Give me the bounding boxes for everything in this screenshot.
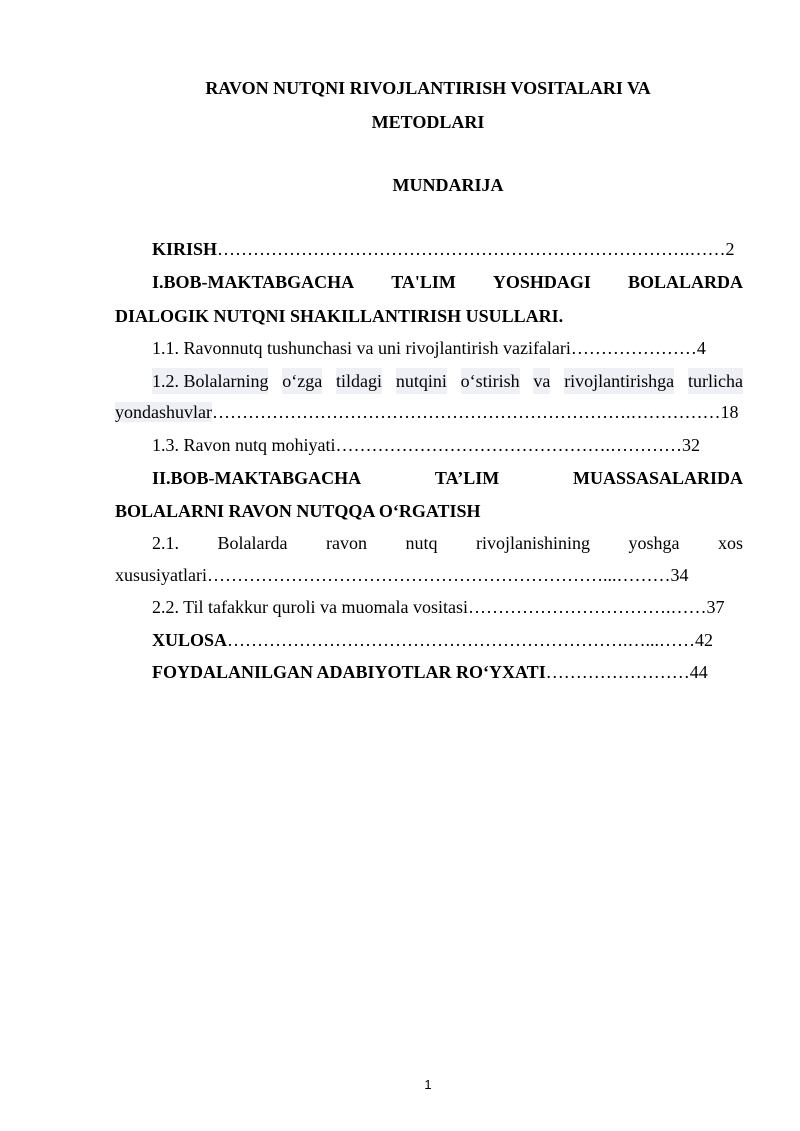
toc-bob1-word-3: YOSHDAGI [492,272,591,292]
toc-entry-2-1-line2[interactable]: xususiyatlari…………………………………………………………...………34 [115,565,689,585]
toc-entry-bob1-line2: DIALOGIK NUTQNI SHAKILLANTIRISH USULLARI. [115,306,564,326]
title-line-2: METODLARI [371,112,485,132]
toc-2-1-word-5: rivojlanishining [475,533,590,553]
document-title [150,71,706,139]
toc-xulosa-dots: ………………………………………………………….…...……42 [227,630,714,650]
toc-bob2-word-1: II.BOB-MAKTABGACHA [152,468,362,488]
toc-bob1-word-2: TA'LIM [391,272,456,292]
toc-heading: MUNDARIJA [392,175,504,195]
toc-bob1-word-4: BOLALARDA [627,272,743,292]
toc-entry-2-2[interactable]: 2.2. Til tafakkur quroli va muomala vositasi…………………………….……37 [152,597,725,617]
toc-2-1-word-6: yoshga [628,533,680,553]
toc-entry-bob2-line1[interactable] [152,465,743,491]
toc-1-2-dots: …………………………………………………………….……………18 [211,402,739,422]
toc-1-2-word-7: rivojlantirishga [564,368,674,394]
toc-1-2-word-8: turlicha [688,368,743,394]
toc-entry-foydalanilgan[interactable] [152,659,752,685]
page-number: 1 [424,1077,432,1092]
toc-bob1-word-1: I.BOB-MAKTABGACHA [152,272,355,292]
title-line-1: RAVON NUTQNI RIVOJLANTIRISH VOSITALARI VA [205,78,651,98]
toc-kirish-dots: …………………………………………………………………….……2 [217,239,735,259]
toc-2-1-word-7: xos [717,533,743,553]
toc-entry-bob1-line1[interactable] [152,269,743,295]
toc-entry-xulosa[interactable] [152,627,752,653]
toc-bob2-word-2: TA’LIM [434,468,500,488]
toc-1-2-word-5: o‘stirish [461,368,520,394]
toc-entry-kirish[interactable] [152,236,743,262]
toc-1-2-word-2: o‘zga [282,368,322,394]
toc-1-2-word-6: va [533,368,550,394]
toc-2-1-word-2: Bolalarda [217,533,288,553]
toc-entry-1-3[interactable]: 1.3. Ravon nutq mohiyati……………………………………….…………32 [152,435,700,455]
toc-entry-1-2-line2[interactable] [115,399,743,425]
toc-1-2-word-1: 1.2. Bolalarning [152,368,268,394]
toc-2-1-word-3: ravon [325,533,367,553]
toc-2-1-word-4: nutq [405,533,438,553]
toc-kirish-label: KIRISH [152,239,218,259]
toc-2-1-word-1: 2.1. [152,533,179,553]
toc-xulosa-label: XULOSA [152,630,228,650]
toc-entry-1-2-line1[interactable] [152,368,743,394]
toc-1-2-word-4: nutqini [396,368,447,394]
toc-bob2-word-3: MUASSASALARIDA [572,468,743,488]
toc-1-2-continuation: yondashuvlar [115,402,212,422]
toc-foyd-label: FOYDALANILGAN ADABIYOTLAR RO‘YXATI [152,662,546,682]
toc-foyd-dots: ……………………44 [545,662,708,682]
toc-entry-2-1-line1[interactable] [152,530,743,556]
toc-entry-bob2-line2: BOLALARNI RAVON NUTQQA O‘RGATISH [115,501,481,521]
toc-entry-1-1[interactable]: 1.1. Ravonnutq tushunchasi va uni rivojlantirish vazifalari…………………4 [152,338,706,358]
toc-1-2-word-3: tildagi [336,368,382,394]
